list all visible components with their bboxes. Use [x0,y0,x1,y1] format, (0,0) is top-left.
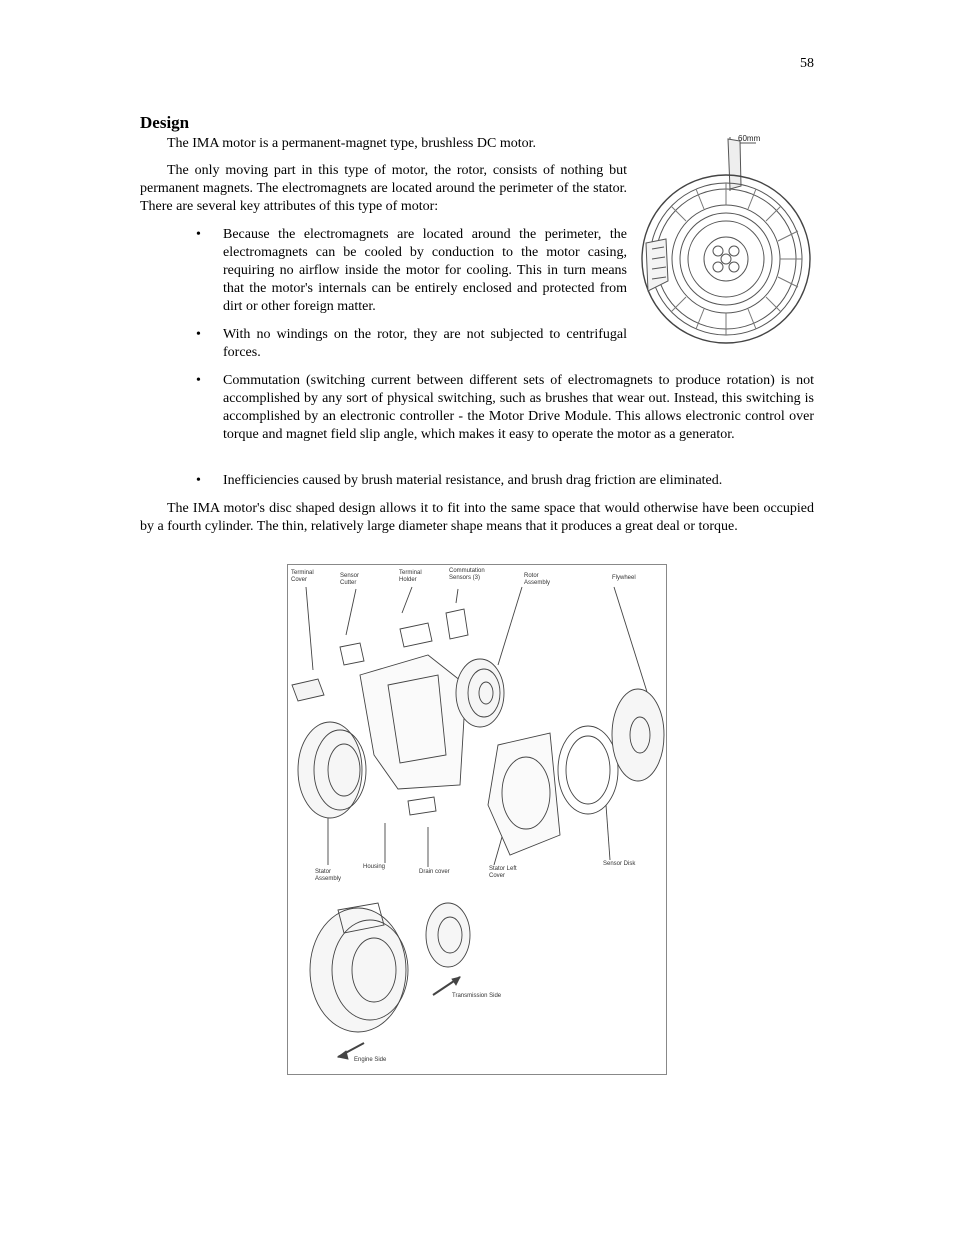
bullet-marker: • [196,473,201,488]
label-terminal-holder: Terminal Holder [399,570,422,583]
bullet-marker: • [196,227,201,242]
paragraph-intro: The IMA motor is a permanent-magnet type, brushless DC motor. [167,136,536,151]
section-heading: Design [140,113,190,132]
bullet-windings: With no windings on the rotor, they are not subjected to centrifugal forces. [223,327,627,360]
label-sensor-disk: Sensor Disk [603,861,636,867]
bullet-marker: • [196,373,201,388]
bullet-cooling: Because the electromagnets are located around the perimeter, the electromagnets can be cooled by conduction to the motor casing, requiring no airflow inside the motor for cooling. This in turn means that the motor's internals can be entirely enclosed and protected from dirt or other foreign matter. [223,227,627,314]
bullet-marker: • [196,327,201,342]
label-engine-side: Engine Side [354,1057,387,1063]
label-terminal-cover: Terminal Cover [291,570,314,583]
label-stator-assembly: Stator Assembly [315,869,342,882]
bullet-commutation: Commutation (switching current between different sets of electromagnets to produce rotation) is not accomplished by any sort of physical switching, such as brushes that wear out. Instead, this switching is accomplished by an electronic controller - the Motor Drive Module. This allows electronic control over torque and magnet field slip angle, which makes it easy to operate the motor as a generator. [223,373,814,442]
label-commutation-sensors: Commutation Sensors (3) [449,568,485,581]
label-stator-left-cover: Stator Left Cover [489,866,517,879]
bullet-inefficiencies: Inefficiencies caused by brush material resistance, and brush drag friction are eliminated. [223,473,723,488]
motor-illustration [638,131,816,351]
label-drain-cover: Drain cover [419,869,450,875]
label-rotor-assembly: Rotor Assembly [524,573,551,586]
label-transmission-side: Transmission Side [452,993,502,999]
exploded-diagram [287,564,667,1075]
paragraph-moving-part: The only moving part in this type of motor, the rotor, consists of nothing but permanent magnets. The electromagnets are located around the perimeter of the stator. There are several key attributes of this type of motor: [140,163,627,214]
label-flywheel: Flywheel [612,575,636,581]
label-sensor-cutter: Sensor Cutter [340,573,360,586]
dimension-label: 60mm [738,134,761,143]
page-number: 58 [800,56,814,71]
paragraph-disc-design: The IMA motor's disc shaped design allows it to fit into the same space that would otherwise have been occupied by a fourth cylinder. The thin, relatively large diameter shape means that it produces a great deal or torque. [140,501,814,534]
label-housing: Housing [363,864,386,870]
